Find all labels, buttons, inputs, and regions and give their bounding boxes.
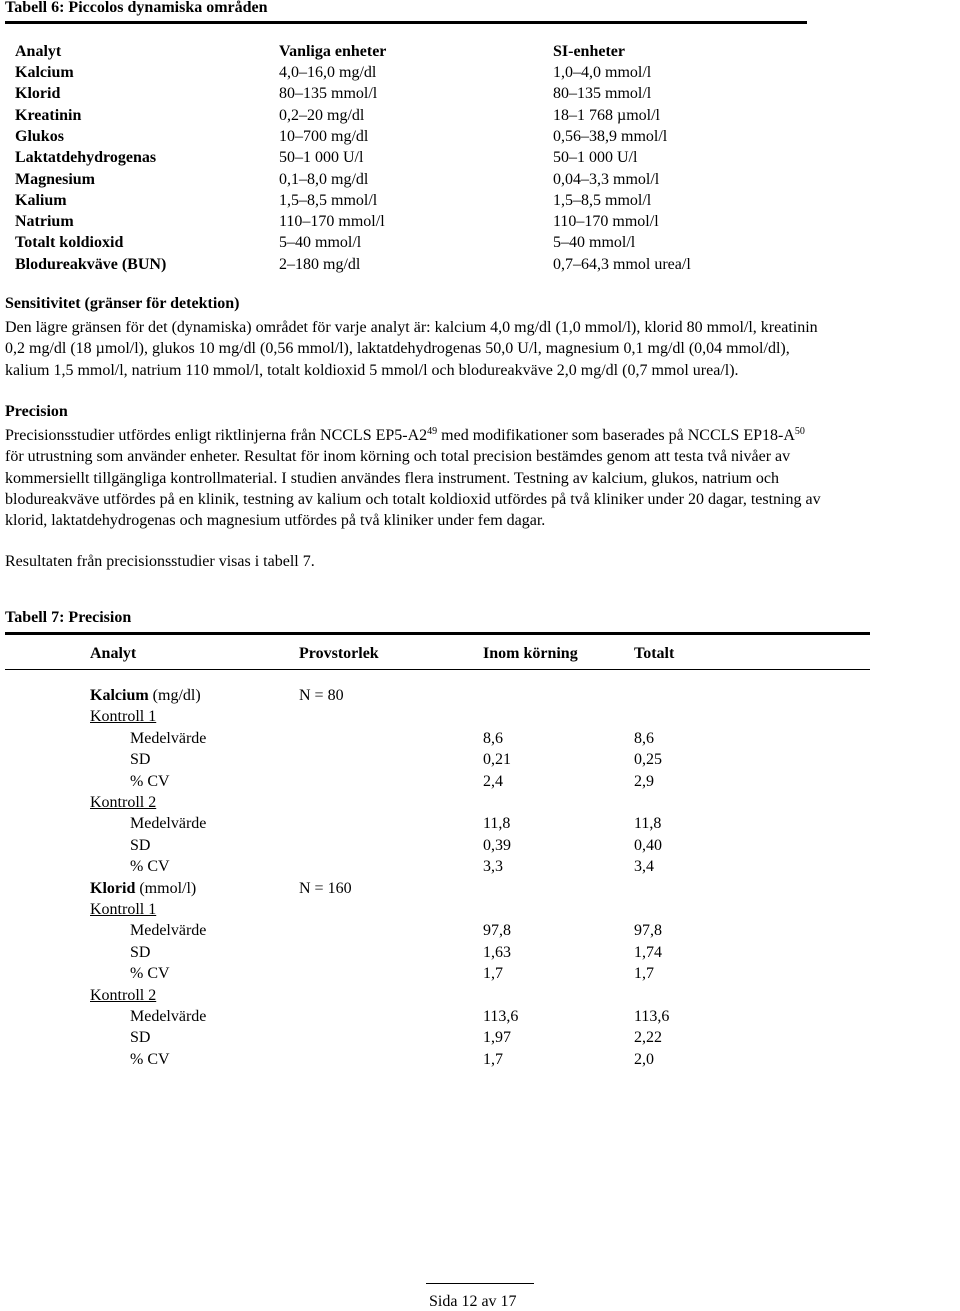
table6-cell-si: 0,56–38,9 mmol/l xyxy=(553,127,668,145)
table7-control-label: Kontroll 1 xyxy=(90,708,157,726)
table6-cell-vanliga: 0,2–20 mg/dl xyxy=(279,106,365,124)
sensitivity-heading: Sensitivitet (gränser för detektion) xyxy=(5,295,240,312)
table6-cell-si: 18–1 768 µmol/l xyxy=(553,106,660,124)
table6-cell-si: 0,04–3,3 mmol/l xyxy=(553,170,660,188)
table7-stat-label: SD xyxy=(130,836,151,854)
table7-inom-value: 1,97 xyxy=(483,1029,511,1047)
table7-control-label: Kontroll 2 xyxy=(90,794,157,811)
table6-cell-vanliga: 5–40 mmol/l xyxy=(279,234,362,252)
table6-cell-vanliga: 110–170 mmol/l xyxy=(279,213,385,231)
table7-stat-label: SD xyxy=(130,943,151,961)
table7-total-value: 1,74 xyxy=(634,943,662,961)
table7-header-rule xyxy=(5,669,870,670)
precision-results-line: Resultaten från precisionsstudier visas i tabell 7. xyxy=(5,553,315,570)
table7-control-label: Kontroll 1 xyxy=(90,901,157,918)
precision-line: klorid, laktatdehydrogenas och magnesium utfördes på två kliniker under fem dagar. xyxy=(5,512,546,530)
precision-heading: Precision xyxy=(5,403,68,420)
table6-cell-si: 110–170 mmol/l xyxy=(553,213,659,231)
table7-stat-label: % CV xyxy=(130,772,170,790)
table7-inom-value: 3,3 xyxy=(483,858,503,876)
table7-stat-label: Medelvärde xyxy=(130,729,207,747)
table6-cell-vanliga: 80–135 mmol/l xyxy=(279,85,378,103)
table6-cell-analyt: Magnesium xyxy=(15,170,95,188)
table6-cell-vanliga: 4,0–16,0 mg/dl xyxy=(279,64,377,81)
table7-total-value: 0,40 xyxy=(634,836,662,854)
table7-title: Tabell 7: Precision xyxy=(5,609,132,626)
table6-cell-vanliga: 1,5–8,5 mmol/l xyxy=(279,191,378,209)
table6-cell-analyt: Glukos xyxy=(15,127,64,145)
table7-inom-value: 0,39 xyxy=(483,836,511,854)
table7-analyte-name: Klorid xyxy=(90,879,136,897)
table6-title: Tabell 6: Piccolos dynamiska områden xyxy=(5,0,268,16)
table7-stat-label: Medelvärde xyxy=(130,922,207,940)
table7-header-inom: Inom körning xyxy=(483,645,578,662)
table7-inom-value: 11,8 xyxy=(483,815,511,833)
table6-top-rule xyxy=(5,21,807,24)
table6-header-vanliga: Vanliga enheter xyxy=(279,43,387,60)
table7-stat-label: SD xyxy=(130,751,151,769)
table7-analyte xyxy=(90,685,201,706)
table7-sample-size: N = 160 xyxy=(299,879,352,897)
table7-inom-value: 0,21 xyxy=(483,751,511,769)
footer-rule xyxy=(426,1283,534,1284)
table6-cell-analyt: Totalt koldioxid xyxy=(15,234,124,252)
table7-control-label: Kontroll 2 xyxy=(90,986,157,1004)
table6-header-analyt: Analyt xyxy=(15,43,62,60)
table6-cell-analyt: Klorid xyxy=(15,85,61,103)
table6-cell-analyt: Blodureakväve (BUN) xyxy=(15,255,167,273)
precision-line-1 xyxy=(5,425,957,446)
table7-inom-value: 97,8 xyxy=(483,922,511,940)
table6-cell-si: 5–40 mmol/l xyxy=(553,234,636,252)
precision-line: för utrustning som använder enheter. Resultat för inom körning och total precision bestämdes genom att testa två nivåer av xyxy=(5,448,791,466)
sensitivity-line: kalium 1,5 mmol/l, natrium 110 mmol/l, totalt koldioxid 5 mmol/l och blodureakväve 2,0 mg/dl (0,7 mmol urea/l). xyxy=(5,361,739,379)
table7-stat-label: SD xyxy=(130,1029,151,1047)
table7-analyte-unit: (mg/dl) xyxy=(148,687,201,704)
table7-total-value: 2,0 xyxy=(634,1050,654,1068)
table6-cell-vanliga: 0,1–8,0 mg/dl xyxy=(279,170,369,188)
precision-line-1-part-a: Precisionsstudier utfördes enligt riktlinjerna från NCCLS EP5-A2 xyxy=(5,427,428,444)
table7-total-value: 1,7 xyxy=(634,965,654,983)
table6-cell-si: 80–135 mmol/l xyxy=(553,85,652,103)
table6-cell-vanliga: 2–180 mg/dl xyxy=(279,255,361,273)
table7-sample-size: N = 80 xyxy=(299,687,344,704)
table7-inom-value: 113,6 xyxy=(483,1008,519,1025)
table6-header-si: SI-enheter xyxy=(553,43,625,60)
table7-total-value: 3,4 xyxy=(634,858,654,876)
table7-stat-label: % CV xyxy=(130,965,170,983)
table7-total-value: 11,8 xyxy=(634,815,662,833)
table7-header-analyt: Analyt xyxy=(90,645,137,662)
table6-cell-vanliga: 10–700 mg/dl xyxy=(279,127,369,145)
table7-top-rule xyxy=(5,632,870,635)
reference-50: 50 xyxy=(794,426,805,437)
table7-total-value: 2,9 xyxy=(634,772,654,790)
table7-analyte-name: Kalcium xyxy=(90,687,149,704)
table6-cell-si: 50–1 000 U/l xyxy=(553,149,638,167)
table6-cell-analyt: Kalcium xyxy=(15,64,74,81)
table6-cell-analyt: Kalium xyxy=(15,191,67,209)
table7-inom-value: 1,7 xyxy=(483,1050,503,1068)
table7-analyte-unit: (mmol/l) xyxy=(135,879,197,897)
precision-line: blodureakväve utfördes på en klinik, testning av kalium och totalt koldioxid utfördes på två kliniker under 20 dagar, testning av xyxy=(5,490,821,508)
table6-cell-si: 0,7–64,3 mmol urea/l xyxy=(553,255,691,273)
table7-header-provstorlek: Provstorlek xyxy=(299,645,379,662)
table7-inom-value: 2,4 xyxy=(483,772,503,790)
table7-stat-label: % CV xyxy=(130,858,170,876)
table6-cell-analyt: Natrium xyxy=(15,213,74,231)
table7-inom-value: 1,63 xyxy=(483,943,511,961)
table7-inom-value: 1,7 xyxy=(483,965,503,983)
table7-total-value: 2,22 xyxy=(634,1029,662,1047)
table7-total-value: 0,25 xyxy=(634,751,662,769)
reference-49: 49 xyxy=(427,426,438,437)
table7-stat-label: Medelvärde xyxy=(130,1008,207,1025)
table6-cell-vanliga: 50–1 000 U/l xyxy=(279,149,364,167)
table7-inom-value: 8,6 xyxy=(483,729,503,747)
precision-line: kommersiellt tillgängliga kontrollmaterial. I studien användes flera instrument. Testning av kalcium, glukos, natrium och xyxy=(5,469,779,487)
table6-cell-analyt: Kreatinin xyxy=(15,106,82,124)
table7-total-value: 113,6 xyxy=(634,1008,670,1025)
sensitivity-line: 0,2 mg/dl (18 µmol/l), glukos 10 mg/dl (0,56 mmol/l), laktatdehydrogenas 50,0 U/l, magnesium 0,1 mg/dl (0,04 mmol/dl), xyxy=(5,340,790,358)
table6-cell-analyt: Laktatdehydrogenas xyxy=(15,149,157,167)
table7-total-value: 8,6 xyxy=(634,729,654,747)
precision-paragraph xyxy=(5,425,957,531)
page-number: Sida 12 av 17 xyxy=(429,1293,517,1310)
precision-line-1-part-b: med modifikationer som baserades på NCCLS EP18-A xyxy=(437,427,795,444)
table7-stat-label: Medelvärde xyxy=(130,815,207,833)
table7-stat-label: % CV xyxy=(130,1050,170,1068)
sensitivity-line: Den lägre gränsen för det (dynamiska) området för varje analyt är: kalcium 4,0 mg/dl (1,0 mmol/l), klorid 80 mmol/l, kreatinin xyxy=(5,319,818,336)
table7-total-value: 97,8 xyxy=(634,922,662,940)
table7-analyte xyxy=(90,878,196,899)
sensitivity-paragraph xyxy=(5,317,957,381)
table7-header-totalt: Totalt xyxy=(634,645,675,662)
table6-cell-si: 1,5–8,5 mmol/l xyxy=(553,191,652,209)
table6-cell-si: 1,0–4,0 mmol/l xyxy=(553,64,652,81)
